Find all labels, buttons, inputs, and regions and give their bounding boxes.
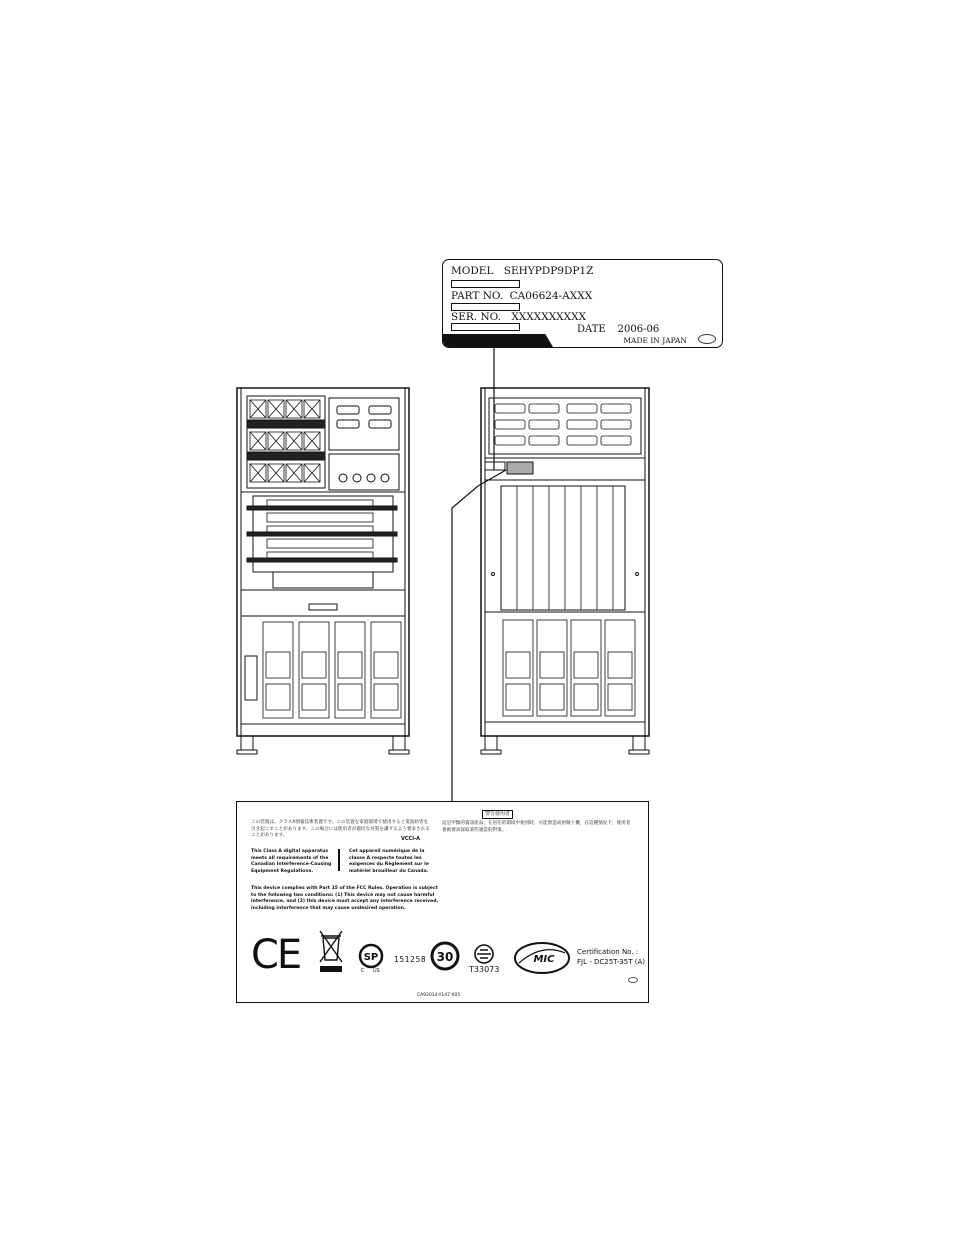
product-label-position bbox=[485, 462, 505, 470]
label-reference-code: CA92014-Y147 X05 bbox=[417, 993, 461, 998]
taiwan-warning-text: 這是甲類的資訊產品，在居住的環境中使用時，可能會造成射頻干擾，在這種情況下，使用者會被要求採取某些適當的對策。 bbox=[442, 821, 631, 833]
csa-us: US bbox=[373, 968, 380, 974]
compliance-label bbox=[236, 801, 649, 1003]
ctick-number: T33073 bbox=[469, 965, 500, 974]
cabinet-rear-drawing bbox=[477, 384, 657, 764]
mic-mark-text: MIC bbox=[533, 954, 555, 965]
csa-mark-icon bbox=[358, 943, 384, 969]
certification-line-1: Certification No. : bbox=[577, 948, 639, 956]
certification-number bbox=[577, 947, 645, 967]
svg-text:30: 30 bbox=[436, 950, 454, 964]
model-label: MODEL bbox=[451, 265, 494, 277]
fan-array bbox=[247, 396, 325, 488]
cabinet-front-drawing bbox=[233, 384, 413, 764]
date-label: DATE bbox=[577, 324, 606, 335]
statement-divider bbox=[338, 849, 340, 871]
fcc-statement: This device complies with Part 15 of the FCC Rules. Operation is subject to the following two conditions: (1) This device may not cause harmful interference, and (2) this device must accept any interference received, including interference that may cause undesired operation. bbox=[251, 886, 439, 911]
csa-number: 151258 bbox=[394, 955, 427, 964]
canada-statement-fr: Cet appareil numérique de la classe A respecte toutes les exigences du Règlement sur le matériel brouilleur du Canada. bbox=[349, 849, 429, 874]
compliance-label-position bbox=[507, 462, 533, 474]
date-value: 2006-06 bbox=[617, 324, 660, 335]
part-no-value: CA06624-AXXX bbox=[509, 290, 593, 302]
taiwan-warning-title: 警告使用者 bbox=[482, 810, 513, 819]
origin-text: MADE IN JAPAN bbox=[623, 336, 687, 345]
ce-mark-icon: CE bbox=[251, 932, 301, 978]
svg-text:SP: SP bbox=[363, 952, 379, 963]
fujitsu-logo-icon bbox=[628, 977, 638, 983]
certification-line-2: FJL - DC25T-35T (A) bbox=[577, 958, 645, 966]
ctick-mark-icon bbox=[473, 943, 495, 965]
csa-c: C bbox=[361, 968, 365, 974]
ser-no-value: XXXXXXXXXX bbox=[511, 311, 587, 323]
mic-mark-icon bbox=[513, 941, 571, 975]
canada-statement-en: This Class A digital apparatus meets all requirements of the Canadian Interference-Causing Equipment Regulations. bbox=[251, 849, 332, 874]
vcci-code: VCCI-A bbox=[401, 836, 421, 842]
china-rohs-30-icon bbox=[430, 941, 460, 971]
model-value: SEHYPDP9DP1Z bbox=[503, 265, 594, 277]
part-no-label: PART NO. bbox=[451, 290, 504, 302]
vcci-statement: この装置は、クラスA情報技術装置です。この装置を家庭環境で使用すると電波妨害を引き起こすことがあります。この場合には使用者が適切な対策を講ずるよう要求されることがあります。 bbox=[251, 820, 430, 839]
weee-bin-icon bbox=[317, 928, 345, 974]
ser-no-label: SER. NO. bbox=[451, 311, 501, 323]
